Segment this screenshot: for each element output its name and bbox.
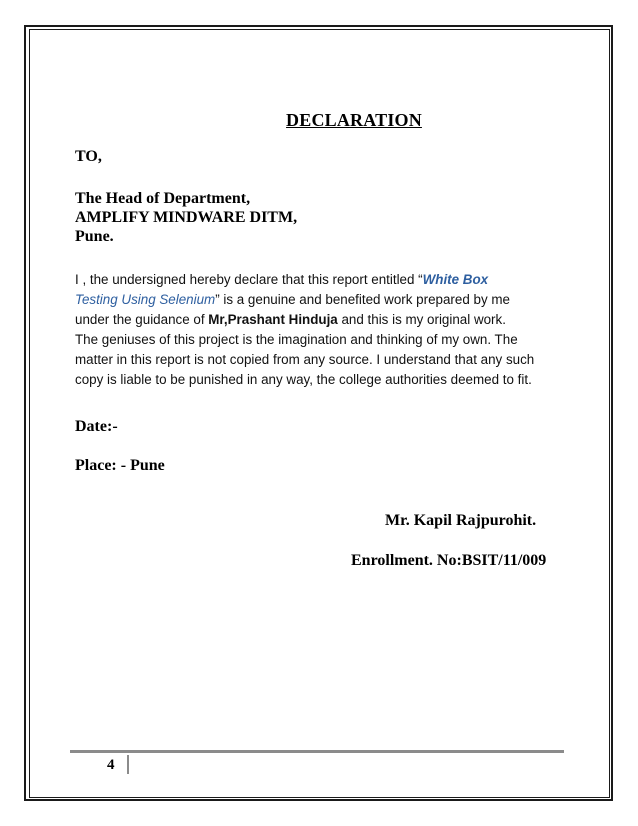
report-title: Testing Using Selenium (75, 292, 216, 307)
address-line: Pune. (75, 228, 114, 245)
signatory-name: Mr. Kapil Rajpurohit. (385, 512, 537, 529)
paragraph-line: The geniuses of this project is the imagination and thinking of my own. The (75, 332, 518, 347)
text-span: and this is my original work. (337, 312, 506, 327)
guide-name: Mr,Prashant Hinduja (208, 312, 338, 327)
text-span: ” is a genuine and benefited work prepared by me (215, 292, 510, 307)
page-title: DECLARATION (286, 110, 422, 130)
address-line: The Head of Department, (75, 190, 251, 207)
date-label: Date:- (75, 418, 118, 435)
paragraph-line (75, 270, 570, 290)
paragraph-line: matter in this report is not copied from any source. I understand that any such (75, 352, 535, 367)
place-label: Place: - Pune (75, 457, 165, 474)
footer-rule (70, 750, 564, 753)
page-number-divider (127, 755, 129, 774)
enrollment-number: Enrollment. No:BSIT/11/009 (351, 552, 547, 569)
report-title: White Box (422, 272, 489, 287)
salutation: TO, (75, 148, 102, 165)
text-span: under the guidance of (75, 312, 209, 327)
paragraph-line (75, 290, 570, 310)
declaration-paragraph (75, 270, 570, 390)
recipient-address (75, 189, 297, 246)
address-line: AMPLIFY MINDWARE DITM, (75, 209, 298, 226)
text-span: I , the undersigned hereby declare that this report entitled “ (75, 272, 423, 287)
page-border-inner (29, 29, 610, 798)
paragraph-line (75, 310, 570, 330)
paragraph-line: copy is liable to be punished in any way, the college authorities deemed to fit. (75, 372, 532, 387)
page-number: 4 (107, 757, 115, 773)
